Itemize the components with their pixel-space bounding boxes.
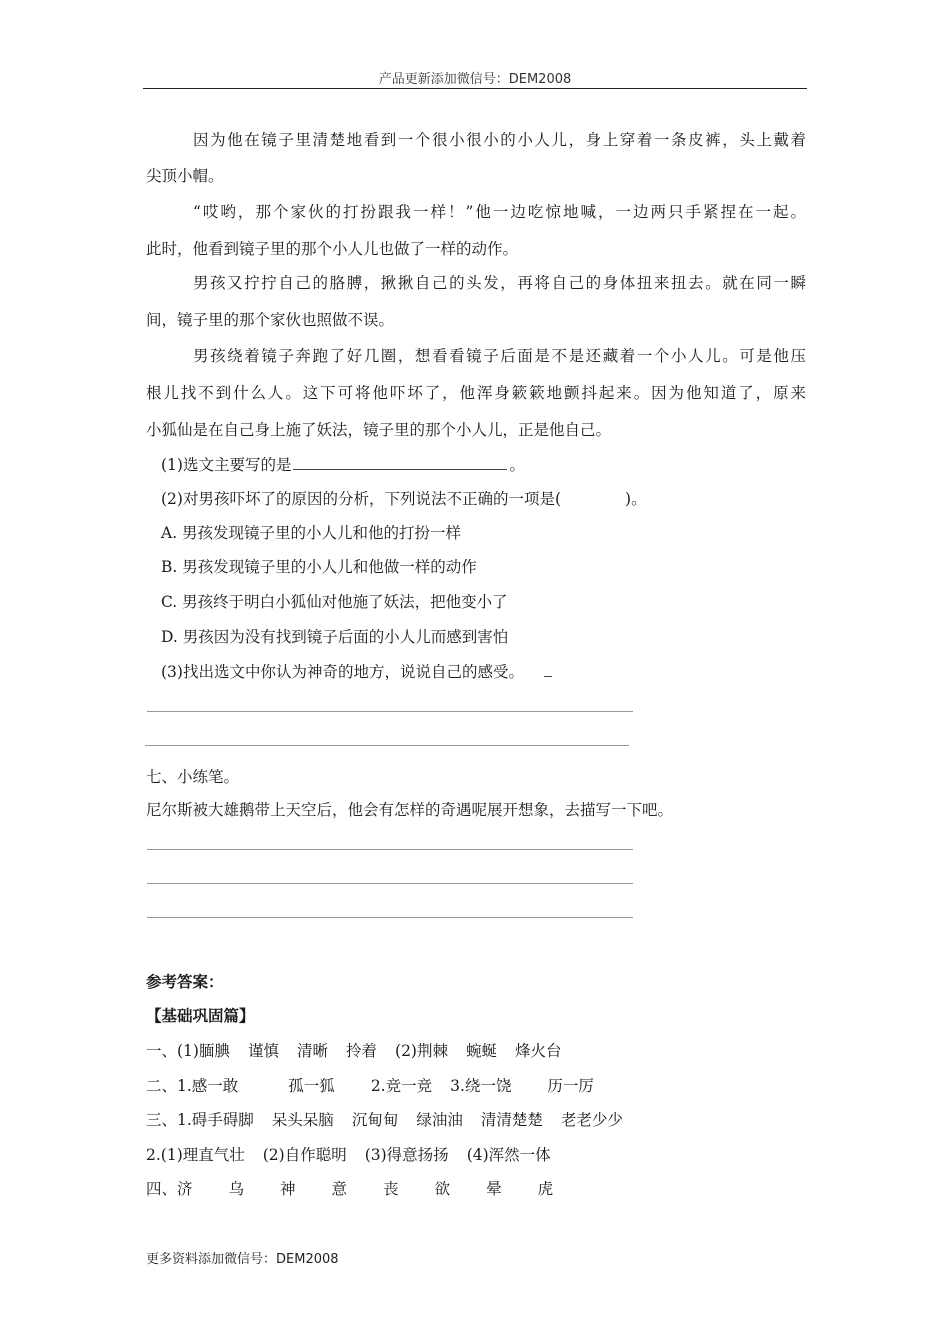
answer-item: (3)得意扬扬 [364, 1146, 449, 1164]
answer-item: (2)荆棘 [395, 1042, 448, 1060]
answer-item: 欲 [434, 1180, 451, 1198]
header-divider [143, 88, 807, 89]
writing-line[interactable] [147, 849, 633, 850]
passage-p3-line1: 男孩又拧拧自己的胳膊，揪揪自己的头发，再将自己的身体扭来扭去。就在同一瞬 [193, 274, 806, 292]
question-2 [161, 487, 647, 509]
answer-item: 丧 [383, 1180, 399, 1198]
question-3-text: (3)找出选文中你认为神奇的地方，说说自己的感受。 [161, 663, 524, 681]
passage-p1-line2: 尖顶小帽。 [146, 167, 224, 185]
answer-item: 三、1.碍手碍脚 [146, 1111, 254, 1129]
answers-subtitle: 【基础巩固篇】 [146, 1006, 255, 1025]
question-2-text: (2)对男孩吓坏了的原因的分析，下列说法不正确的一项是( [161, 490, 562, 508]
option-c: C. 男孩终于明白小狐仙对他施了妖法，把他变小了 [161, 593, 508, 611]
answer-item: 老老少少 [560, 1111, 623, 1129]
passage-p4-line2: 根儿找不到什么人。这下可将他吓坏了，他浑身簌簌地颤抖起来。因为他知道了，原来 [146, 384, 806, 402]
answer-blank-short[interactable] [544, 664, 552, 677]
answer-item: 意 [331, 1180, 348, 1198]
answer-item: 虎 [537, 1180, 554, 1198]
passage-p4-line3: 小狐仙是在自己身上施了妖法，镜子里的那个小人儿，正是他自己。 [146, 421, 612, 439]
answer-item: 历一厉 [547, 1077, 594, 1095]
answer-item: 孤一狐 [288, 1077, 335, 1095]
question-1 [161, 453, 525, 475]
answer-row-4 [146, 1143, 551, 1165]
page-footer: 更多资料添加微信号：DEM2008 [146, 1252, 339, 1267]
passage-p2-line1: “哎哟，那个家伙的打扮跟我一样！”他一边吃惊地喊，一边两只手紧捏在一起。 [193, 203, 806, 221]
answer-item: 呆头呆脑 [271, 1111, 334, 1129]
answer-item: 沉甸甸 [351, 1111, 399, 1129]
passage-p1-line1: 因为他在镜子里清楚地看到一个很小很小的小人儿，身上穿着一条皮裤，头上戴着 [193, 131, 806, 149]
answers-title: 参考答案： [146, 972, 224, 991]
answer-item: 烽火台 [515, 1042, 562, 1060]
answer-row-5 [146, 1177, 553, 1199]
writing-line[interactable] [145, 745, 629, 746]
answer-item: 神 [280, 1180, 296, 1198]
passage-p4-line1: 男孩绕着镜子奔跑了好几圈，想看看镜子后面是不是还藏着一个小人儿。可是他压 [193, 347, 806, 365]
answer-item: 2.竞一竞 [370, 1077, 433, 1095]
section-7-prompt: 尼尔斯被大雄鹅带上天空后，他会有怎样的奇遇呢展开想象，去描写一下吧。 [146, 801, 674, 819]
answer-blank[interactable] [293, 455, 507, 470]
answer-item: (2)自作聪明 [262, 1146, 347, 1164]
answer-item: 谨慎 [247, 1042, 279, 1060]
option-a: A. 男孩发现镜子里的小人儿和他的打扮一样 [161, 524, 462, 542]
section-7-title: 七、小练笔。 [146, 768, 240, 786]
answer-item: 二、1.感一敢 [146, 1077, 239, 1095]
answer-row-3 [146, 1108, 623, 1130]
question-1-text: (1)选文主要写的是 [161, 456, 292, 474]
answer-item: 清晰 [296, 1042, 328, 1060]
answer-item: 2.(1)理直气壮 [146, 1146, 245, 1164]
answer-item: 晕 [486, 1180, 502, 1198]
answer-item: 拎着 [346, 1042, 378, 1060]
answer-row-2 [146, 1074, 594, 1096]
answer-item: 四、济 [146, 1180, 193, 1198]
page-header: 产品更新添加微信号：DEM2008 [378, 72, 572, 87]
writing-line[interactable] [147, 711, 633, 712]
answer-item: (4)浑然一体 [466, 1146, 551, 1164]
question-3 [161, 660, 552, 682]
option-d: D. 男孩因为没有找到镜子后面的小人儿而感到害怕 [161, 628, 509, 646]
answer-item: 3.绕一饶 [450, 1077, 512, 1095]
question-2-end: )。 [625, 490, 647, 508]
answer-item: 一、(1)腼腆 [146, 1042, 230, 1060]
writing-line[interactable] [147, 917, 633, 918]
answer-item: 清清楚楚 [480, 1111, 543, 1129]
passage-p3-line2: 间，镜子里的那个家伙也照做不误。 [146, 311, 395, 329]
answer-item: 绿油油 [416, 1111, 463, 1129]
question-1-end: 。 [509, 456, 525, 474]
answer-item: 乌 [228, 1180, 245, 1198]
option-b: B. 男孩发现镜子里的小人儿和他做一样的动作 [161, 558, 477, 576]
answer-item: 蜿蜒 [465, 1042, 497, 1060]
writing-line[interactable] [147, 883, 633, 884]
answer-row-1 [146, 1039, 562, 1061]
passage-p2-line2: 此时，他看到镜子里的那个小人儿也做了一样的动作。 [146, 240, 519, 258]
